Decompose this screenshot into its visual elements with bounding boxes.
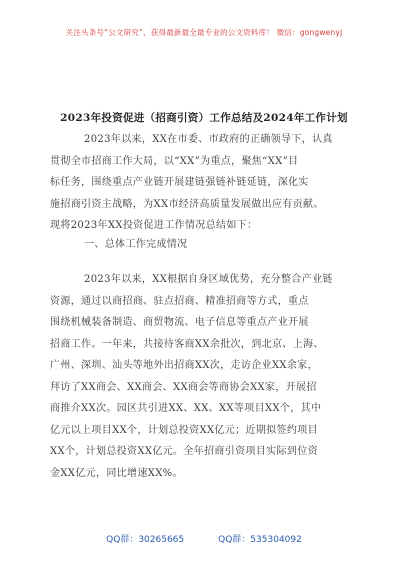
paragraph-line: 资源，通过以商招商、驻点招商、精准招商等方式，重点: [50, 295, 309, 307]
intro-paragraph: [50, 129, 362, 237]
paragraph-line: 拜访了XX商会、XX商会、XX商会等商协会XX家，开展招: [50, 381, 317, 393]
paragraph-line: 围绕机械装备制造、商贸物流、电子信息等重点产业开展: [50, 317, 309, 328]
body-paragraph: [50, 269, 362, 484]
paragraph-line: 亿元以上项目XX个，计划总投资XX亿元；近期拟签约项目: [50, 424, 318, 436]
qq-group-1: QQ群：30265665: [106, 535, 185, 545]
paragraph-line: 金XX亿元，同比增速XX%。: [50, 467, 183, 479]
paragraph-line: XX个，计划总投资XX亿元。全年招商引资项目实际到位资: [50, 446, 318, 457]
promo-banner: [0, 27, 408, 38]
section-heading: 一、总体工作完成情况: [84, 239, 188, 250]
promo-text: 关注头条号“公文研究”，获得最新最全最专业的公文资料库！ 微信：: [65, 28, 300, 37]
wechat-id: gongwenyj: [299, 28, 343, 37]
paragraph-line: 施招商引资主战略，为XX市经济高质量发展做出应有贡献。: [50, 198, 324, 210]
footer: [0, 532, 408, 545]
document-title: 2023年投资促进（招商引资）工作总结及2024年工作计划: [60, 112, 348, 124]
paragraph-line: 贯彻全市招商工作大局，以“XX”为重点，聚焦“XX”目: [50, 155, 299, 167]
paragraph-line: 标任务，围绕重点产业链开展建链强链补链延链，深化实: [50, 177, 309, 188]
qq-group-2: QQ群：535304092: [218, 535, 302, 545]
paragraph-line: 2023年以来，XX在市委、市政府的正确领导下，认真: [84, 134, 333, 145]
paragraph-line: 2023年以来，XX根据自身区域优势，充分整合产业链: [84, 274, 333, 285]
paragraph-line: 招商工作。一年来，共接待客商XX余批次，到北京、上海、: [50, 338, 324, 350]
paragraph-line: 现将2023年XX投资促进工作情况总结如下：: [50, 220, 258, 231]
paragraph-line: 广州、深圳、汕头等地外出招商XX次，走访企业XX余家，: [50, 360, 318, 371]
paragraph-line: 商推介XX次。园区共引进XX、XX、XX等项目XX个，其中: [50, 403, 322, 414]
